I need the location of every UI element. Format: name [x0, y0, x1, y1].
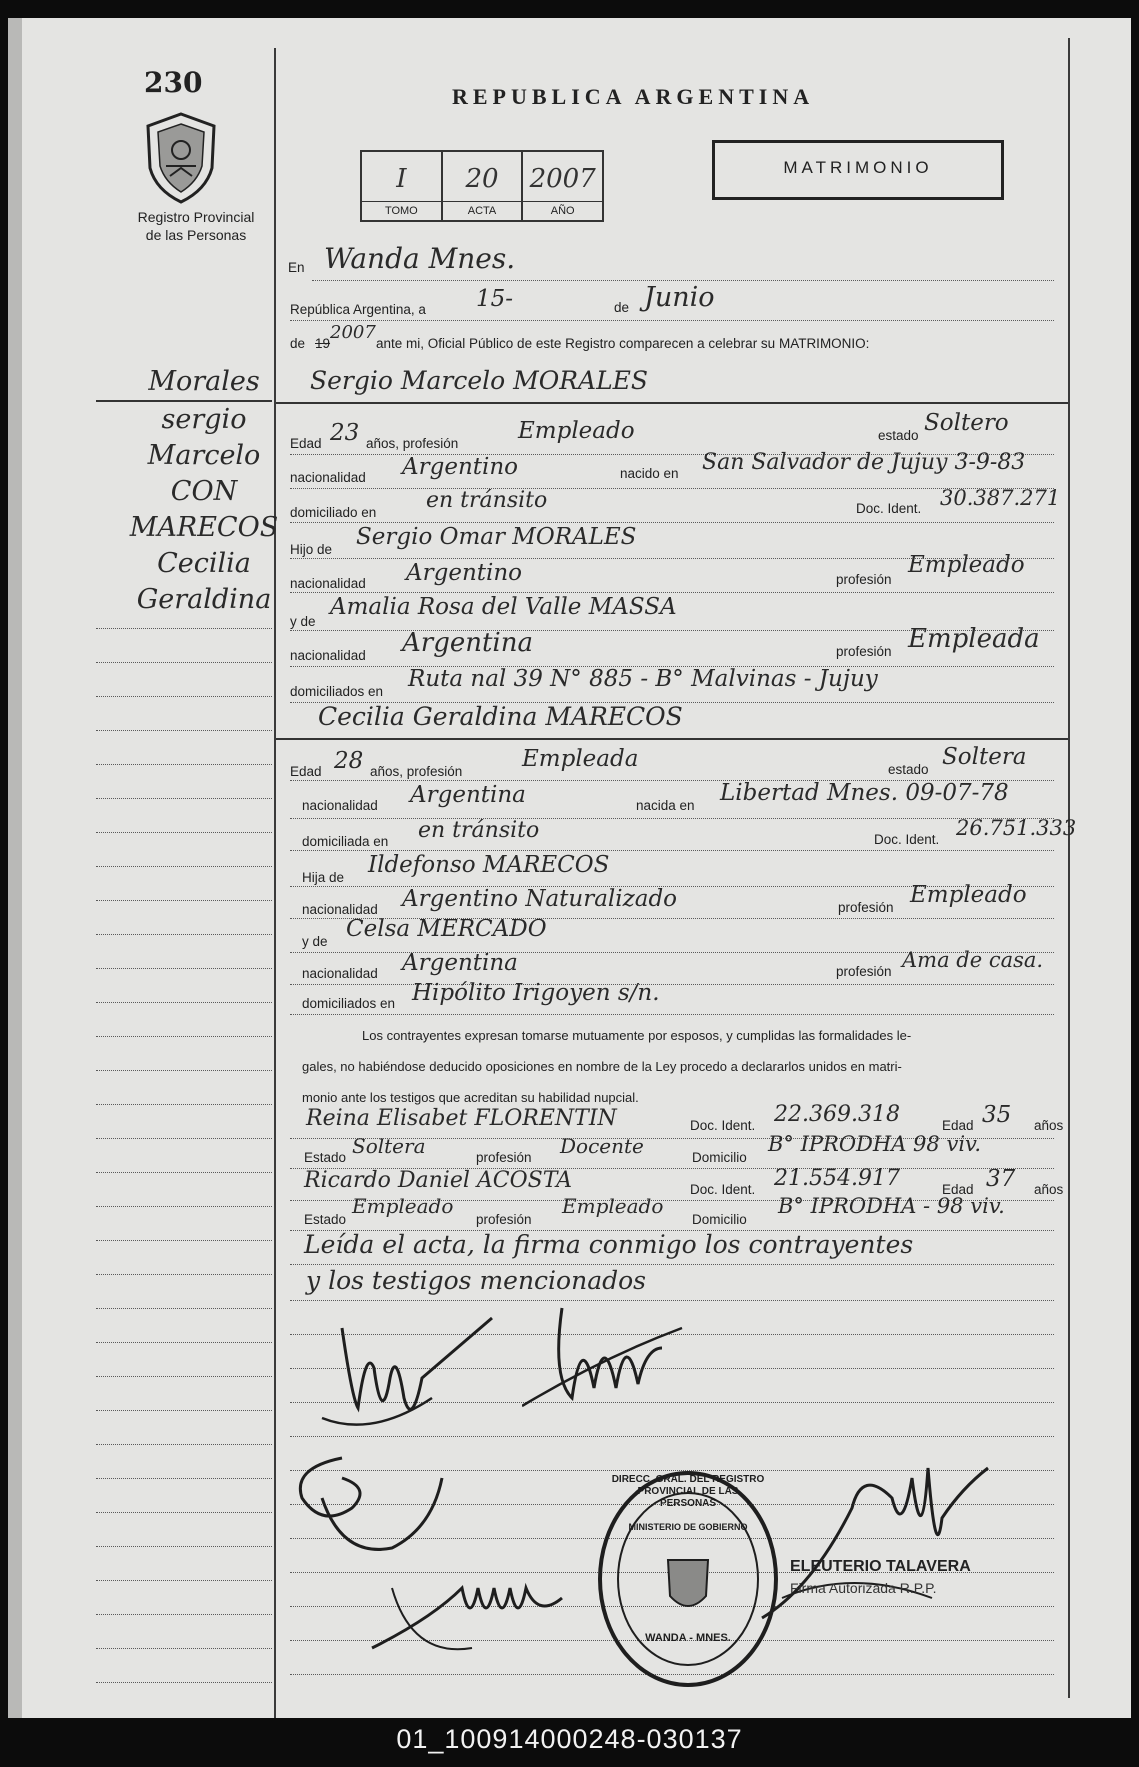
bride-doc-number: 26.751.333	[956, 816, 1077, 840]
official-title: Firma Autorizada R.P.P.	[790, 1580, 937, 1596]
margin-rule	[96, 1546, 272, 1547]
year-value: 2007	[330, 322, 376, 343]
groom-mother-prof-label: profesión	[836, 644, 892, 659]
groom-father-prof-label: profesión	[836, 572, 892, 587]
groom-domicilio-label: domiciliado en	[290, 505, 377, 520]
margin-rule	[96, 934, 272, 935]
rule	[312, 280, 1054, 281]
bride-profesion-label: años, profesión	[370, 764, 463, 779]
day-value: 15-	[476, 286, 514, 312]
witness1-profesion-label: profesión	[476, 1150, 532, 1165]
bride-mother: Celsa MERCADO	[346, 916, 547, 942]
witness2-civil-status: Empleado	[352, 1194, 454, 1218]
bride-age: 28	[334, 748, 364, 774]
margin-rule	[96, 1172, 272, 1173]
official-signature	[752, 1448, 992, 1638]
de19-label: de	[290, 336, 306, 351]
witness1-anos-label: años	[1034, 1118, 1064, 1133]
official-seal	[594, 1466, 782, 1692]
tomo-value: I	[396, 164, 407, 194]
declaration-line1: Los contrayentes expresan tomarse mutuamente por esposos, y cumplidas las formalidades le-	[362, 1028, 912, 1043]
seal-inner-text: MINISTERIO DE GOBIERNO	[628, 1522, 748, 1532]
margin-rule	[96, 1648, 272, 1649]
margin-rule	[96, 696, 272, 697]
groom-mother-nationality: Argentina	[402, 628, 533, 658]
bride-civil-status: Soltera	[942, 744, 1027, 770]
bride-father-profession: Empleado	[910, 882, 1027, 908]
record-type-box: MATRIMONIO	[712, 140, 1004, 200]
witness2-signature	[352, 1548, 582, 1668]
page-number: 230	[144, 66, 203, 99]
groom-mother-label: y de	[290, 614, 316, 629]
margin-rule	[96, 764, 272, 765]
groom-mother-profession: Empleada	[908, 624, 1040, 654]
margin-rule	[96, 968, 272, 969]
rule	[290, 984, 1054, 985]
margin-rule	[96, 1580, 272, 1581]
witness1-doc-number: 22.369.318	[774, 1102, 900, 1127]
groom-nacionalidad-label: nacionalidad	[290, 470, 366, 485]
groom-age: 23	[330, 420, 360, 446]
groom-mother-nat-label: nacionalidad	[290, 648, 366, 663]
witness1-name: Reina Elisabet FLORENTIN	[306, 1106, 617, 1131]
groom-name: Sergio Marcelo MORALES	[310, 366, 649, 395]
margin-rule	[96, 1614, 272, 1615]
margin-rule	[96, 1002, 272, 1003]
rule	[290, 522, 1054, 523]
margin-name-5: MARECOS	[129, 512, 279, 543]
groom-nacido-label: nacido en	[620, 466, 679, 481]
witness1-edad-label: Edad	[942, 1118, 974, 1133]
witness2-doc-number: 21.554.917	[774, 1166, 900, 1191]
groom-estado-label: estado	[878, 428, 919, 443]
groom-father-label: Hijo de	[290, 542, 333, 557]
witness2-edad-label: Edad	[942, 1182, 974, 1197]
witness2-age: 37	[986, 1166, 1016, 1192]
witness2-name: Ricardo Daniel ACOSTA	[304, 1168, 573, 1193]
certificate-page	[8, 18, 1131, 1718]
margin-rule	[96, 1342, 272, 1343]
witness1-domicilio-label: Domicilio	[692, 1150, 747, 1165]
margin-underline	[96, 400, 272, 402]
de-label: de	[614, 300, 630, 315]
groom-residence: en tránsito	[426, 488, 548, 513]
declaration-line3: monio ante los testigos que acreditan su habilidad nupcial.	[302, 1090, 639, 1105]
coat-of-arms-emblem	[140, 110, 222, 206]
rule	[290, 592, 1054, 593]
witness2-profesion-label: profesión	[476, 1212, 532, 1227]
declaration-line2: gales, no habiéndose deducido oposiciones en nombre de la Ley procedo a declararlos unidos en matri-	[302, 1059, 902, 1074]
margin-rule	[96, 662, 272, 663]
margin-rule	[96, 1682, 272, 1683]
bride-nationality: Argentina	[410, 782, 526, 808]
witness1-address: B° IPRODHA 98 viv.	[768, 1132, 982, 1156]
margin-rule	[96, 1444, 272, 1445]
bride-mother-nat-label: nacionalidad	[302, 966, 378, 981]
section-divider	[276, 402, 1068, 404]
groom-nationality: Argentino	[402, 454, 519, 480]
rule	[290, 1264, 1054, 1265]
en-label: En	[288, 260, 305, 275]
anio-value: 2007	[529, 164, 596, 194]
bride-mother-label: y de	[302, 934, 328, 949]
anio-cell	[523, 152, 602, 220]
official-name: ELEUTERIO TALAVERA	[790, 1558, 971, 1575]
margin-rule	[96, 866, 272, 867]
month-value: Junio	[644, 282, 715, 313]
groom-parents-residence: Ruta nal 39 N° 885 - B° Malvinas - Jujuy	[408, 666, 878, 692]
year-printed: 19	[315, 336, 331, 351]
registry-line1: Registro Provincial	[137, 209, 255, 225]
margin-rule	[96, 1410, 272, 1411]
witness1-age: 35	[982, 1102, 1012, 1128]
witness1-doc-label: Doc. Ident.	[690, 1118, 756, 1133]
bride-nacida-label: nacida en	[636, 798, 695, 813]
bride-mother-profession: Ama de casa.	[902, 948, 1044, 972]
groom-civil-status: Soltero	[924, 410, 1009, 436]
rule	[290, 320, 1054, 321]
bride-estado-label: estado	[888, 762, 929, 777]
seal-city: WANDA - MNES.	[645, 1632, 731, 1644]
footer-image-id: 01_100914000248-030137	[396, 1724, 743, 1754]
margin-rule	[96, 832, 272, 833]
bride-doc-label: Doc. Ident.	[874, 832, 940, 847]
tomo-label: TOMO	[362, 201, 441, 220]
left-column-divider	[274, 48, 276, 1718]
acta-value: 20	[465, 164, 499, 194]
margin-rule	[96, 1376, 272, 1377]
groom-doc-label: Doc. Ident.	[856, 501, 922, 516]
closing-line1: Leída el acta, la firma conmigo los contrayentes	[304, 1230, 914, 1259]
bride-mother-prof-label: profesión	[836, 964, 892, 979]
witness1-estado-label: Estado	[304, 1150, 347, 1165]
groom-profession: Empleado	[518, 418, 635, 444]
rule	[290, 850, 1054, 851]
witness2-estado-label: Estado	[304, 1212, 347, 1227]
margin-rule	[96, 900, 272, 901]
place-value: Wanda Mnes.	[324, 242, 516, 275]
seal-outer-text: DIRECC. GRAL. DEL REGISTRO PROVINCIAL DE LAS PERSONAS	[611, 1474, 765, 1509]
margin-rule	[96, 1070, 272, 1071]
groom-father-profession: Empleado	[908, 552, 1025, 578]
bride-name: Cecilia Geraldina MARECOS	[318, 702, 683, 731]
registry-line2: de las Personas	[145, 227, 247, 243]
witness1-profession: Docente	[560, 1134, 644, 1158]
groom-edad-label: Edad	[290, 436, 322, 451]
margin-rule	[96, 730, 272, 731]
rule	[290, 818, 1054, 819]
groom-mother: Amalia Rosa del Valle MASSA	[330, 594, 677, 620]
groom-doc-number: 30.387.271	[940, 486, 1061, 510]
groom-father-nat-label: nacionalidad	[290, 576, 366, 591]
margin-name-3: Marcelo	[147, 440, 261, 471]
bride-father-nationality: Argentino Naturalizado	[402, 886, 678, 912]
bride-father-label: Hija de	[302, 870, 345, 885]
witness1-civil-status: Soltera	[352, 1134, 426, 1158]
bride-profession: Empleada	[522, 746, 639, 772]
witness2-domicilio-label: Domicilio	[692, 1212, 747, 1227]
groom-signature	[312, 1288, 512, 1448]
margin-rule	[96, 1104, 272, 1105]
groom-profesion-label: años, profesión	[366, 436, 459, 451]
margin-rule	[96, 1308, 272, 1309]
bride-father: Ildefonso MARECOS	[368, 852, 610, 878]
header-title: REPUBLICA ARGENTINA	[452, 84, 815, 109]
section-divider	[276, 738, 1068, 740]
witness2-profession: Empleado	[562, 1194, 664, 1218]
margin-rule	[96, 798, 272, 799]
margin-rule	[96, 1036, 272, 1037]
bride-nacionalidad-label: nacionalidad	[302, 798, 378, 813]
bride-father-nat-label: nacionalidad	[302, 902, 378, 917]
record-id-box	[360, 150, 604, 222]
bride-signature	[522, 1288, 722, 1428]
registry-name	[106, 208, 286, 244]
republica-label: República Argentina, a	[290, 302, 426, 317]
margin-rule	[96, 1478, 272, 1479]
tomo-cell	[362, 152, 443, 220]
groom-father-nationality: Argentino	[406, 560, 523, 586]
groom-father: Sergio Omar MORALES	[356, 524, 637, 550]
margin-rule	[96, 1274, 272, 1275]
margin-name-6: Cecilia	[157, 548, 251, 579]
margin-rule	[96, 1240, 272, 1241]
rule	[290, 1014, 1054, 1015]
bride-domicilio-label: domiciliada en	[302, 834, 389, 849]
bride-edad-label: Edad	[290, 764, 322, 779]
acta-cell	[443, 152, 524, 220]
acta-label: ACTA	[443, 201, 522, 220]
witness2-anos-label: años	[1034, 1182, 1064, 1197]
bride-parents-dom-label: domiciliados en	[302, 996, 396, 1011]
margin-name-1: Morales	[148, 366, 260, 397]
bride-parents-residence: Hipólito Irigoyen s/n.	[412, 980, 660, 1006]
witness2-doc-label: Doc. Ident.	[690, 1182, 756, 1197]
margin-name-4: CON	[170, 476, 238, 507]
bride-residence: en tránsito	[418, 818, 540, 843]
margin-name-2: sergio	[161, 404, 247, 435]
bride-mother-nationality: Argentina	[402, 950, 518, 976]
margin-rule	[96, 628, 272, 629]
closing-line2: y los testigos mencionados	[306, 1266, 646, 1295]
margin-rule	[96, 1512, 272, 1513]
bride-father-prof-label: profesión	[838, 900, 894, 915]
bride-birthplace: Libertad Mnes. 09-07-78	[720, 780, 1009, 806]
margin-rule	[96, 1138, 272, 1139]
margin-rule	[96, 1206, 272, 1207]
right-frame-line	[1068, 38, 1070, 1698]
margin-name-7: Geraldina	[136, 584, 272, 615]
anio-label: AÑO	[523, 201, 602, 220]
groom-parents-dom-label: domiciliados en	[290, 684, 384, 699]
groom-birthplace: San Salvador de Jujuy 3-9-83	[702, 450, 1026, 475]
witness2-address: B° IPRODHA - 98 viv.	[778, 1194, 1005, 1218]
appearance-text: ante mi, Oficial Público de este Registro comparecen a celebrar su MATRIMONIO:	[376, 336, 870, 351]
